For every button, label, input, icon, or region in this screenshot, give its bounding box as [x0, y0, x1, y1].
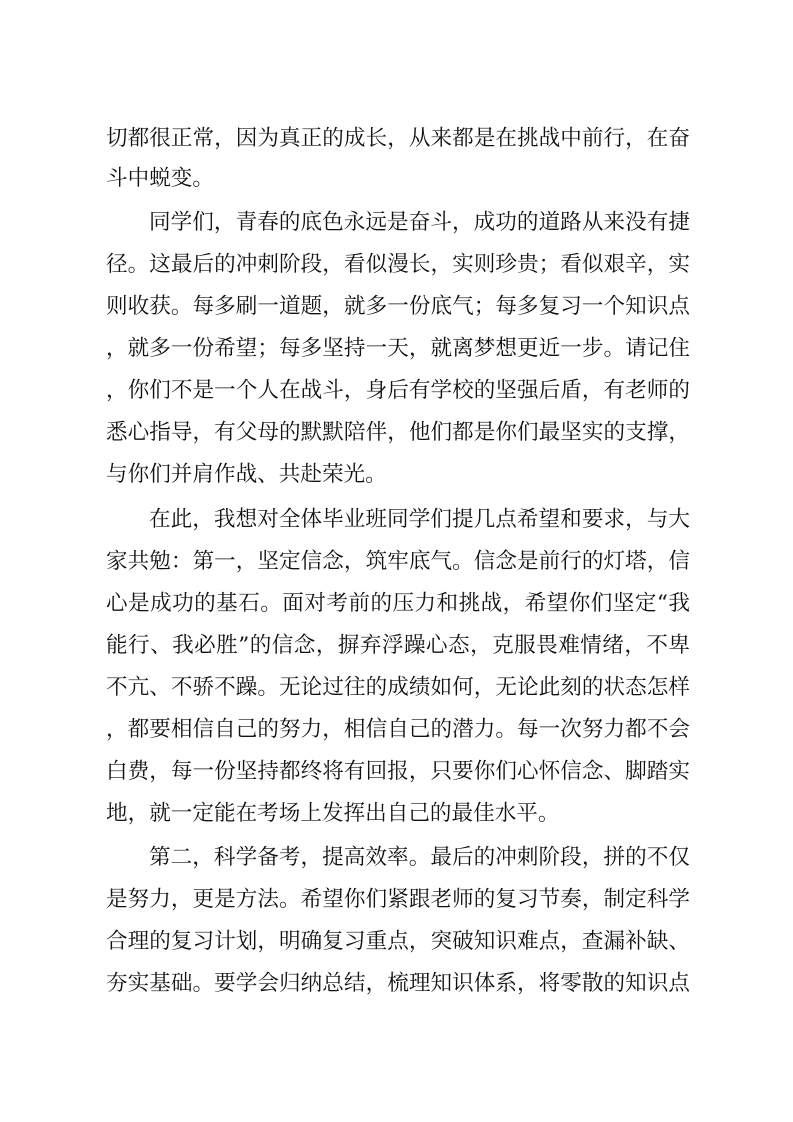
paragraph-first-line: 在此，我想对全体毕业班同学们提几点希望和要求，与大 — [149, 507, 690, 532]
text-line: 地，就一定能在考场上发挥出自己的最佳水平。 — [106, 801, 560, 826]
text-line: ，都要相信自己的努力，相信自己的潜力。每一次努力都不会 — [106, 717, 690, 742]
text-line: 夯实基础。要学会归纳总结，梳理知识体系，将零散的知识点 — [106, 971, 690, 996]
text-line: 不亢、不骄不躁。无论过往的成绩如何，无论此刻的状态怎样 — [106, 675, 690, 700]
text-line: 则收获。每多刷一道题，就多一份底气；每多复习一个知识点 — [106, 294, 690, 319]
text-line: 与你们并肩作战、共赴荣光。 — [106, 462, 387, 487]
text-line: 能行、我必胜”的信念，摒弃浮躁心态，克服畏难情绪，不卑 — [106, 633, 690, 658]
text-line: ，你们不是一个人在战斗，身后有学校的坚强后盾，有老师的 — [106, 378, 690, 403]
text-line: 悉心指导，有父母的默默陪伴，他们都是你们最坚实的支撑， — [106, 420, 690, 445]
text-line: 切都很正常，因为真正的成长，从来都是在挑战中前行，在奋 — [106, 126, 690, 151]
paragraph-first-line: 第二，科学备考，提高效率。最后的冲刺阶段，拼的不仅 — [149, 845, 690, 870]
text-line: 合理的复习计划，明确复习重点，突破知识难点，查漏补缺、 — [106, 929, 690, 954]
text-line: 白费，每一份坚持都终将有回报，只要你们心怀信念、脚踏实 — [106, 759, 690, 784]
paragraph-first-line: 同学们，青春的底色永远是奋斗，成功的道路从来没有捷 — [149, 210, 690, 235]
text-line: 心是成功的基石。面对考前的压力和挑战，希望你们坚定“我 — [106, 591, 690, 616]
text-line: 斗中蜕变。 — [106, 166, 214, 191]
text-line: ，就多一份希望；每多坚持一天，就离梦想更近一步。请记住 — [106, 336, 690, 361]
text-line: 是努力，更是方法。希望你们紧跟老师的复习节奏，制定科学 — [106, 887, 690, 912]
text-line: 径。这最后的冲刺阶段，看似漫长，实则珍贵；看似艰辛，实 — [106, 252, 690, 277]
text-line: 家共勉：第一，坚定信念，筑牢底气。信念是前行的灯塔，信 — [106, 549, 690, 574]
